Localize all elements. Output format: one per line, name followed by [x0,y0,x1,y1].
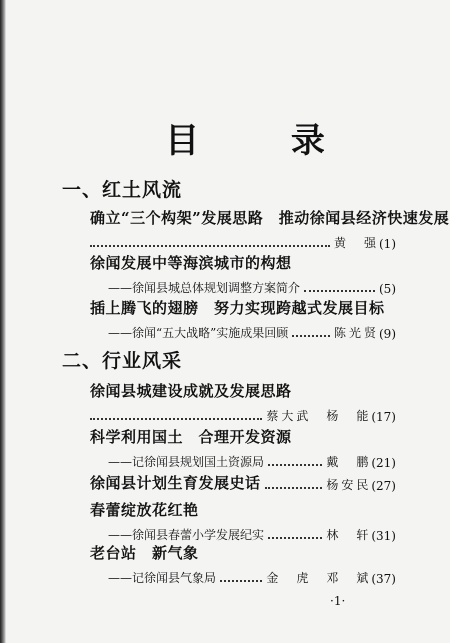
leader-dots [220,580,262,582]
toc-entry [90,426,396,470]
page-edge-shadow [0,0,6,643]
entry-title: 春蕾绽放花红艳 [90,501,199,519]
entry-title: 徐闻县城建设成就及发展思路 [90,382,292,400]
entry-line [90,453,396,470]
toc-entry [90,542,396,586]
leader-dots [268,537,322,539]
entry-line [90,234,396,251]
entry-page: (31) [371,529,396,543]
entry-author: 蔡大武 杨 能 [266,409,372,423]
entry-title: 插上腾飞的翅膀 努力实现跨越式发展目标 [90,299,385,317]
entry-author: 戴 鹏 [326,455,372,469]
entry-page: (5) [379,282,396,296]
toc-entry [90,499,396,543]
section-heading-1: 一、红土风流 [62,179,183,201]
entry-line [90,526,396,543]
leader-dots [292,335,330,337]
leader-dots [268,464,322,466]
entry-author: 金 虎 邓 斌 [266,571,372,585]
entry-page: (9) [379,327,396,341]
entry-line [90,569,396,586]
toc-entry [90,207,450,251]
toc-entry [90,297,396,341]
entry-line [90,279,396,296]
entry-page: (1) [379,237,396,251]
section-heading-2: 二、行业风采 [62,350,183,372]
entry-line [90,472,396,493]
toc-entry [90,252,396,296]
entry-author: 林 轩 [326,528,372,542]
entry-title: 徐闻发展中等海滨城市的构想 [90,254,292,272]
toc-entry [90,472,396,493]
page-title: 目 录 [165,121,365,161]
entry-subtitle: ——徐闻县城总体规划调整方案简介 [108,281,301,295]
entry-page: (27) [371,479,396,493]
entry-subtitle: ——徐闻“五大战略”实施成果回顾 [108,326,289,340]
entry-title: 老台站 新气象 [90,544,199,562]
page-number: ·1· [330,594,346,608]
entry-title: 确立“三个构架”发展思路 推动徐闻县经济快速发展 [90,209,450,227]
entry-line [90,407,396,424]
entry-author: 陈光贤 [333,326,379,340]
entry-title: 科学利用国土 合理开发资源 [90,428,292,446]
entry-author: 杨安民 [326,478,372,492]
entry-title: 徐闻县计划生育发展史话 [90,474,261,492]
entry-subtitle: ——记徐闻县规划国土资源局 [108,455,265,469]
entry-subtitle: ——徐闻县春蕾小学发展纪实 [108,528,265,542]
entry-page: (37) [371,572,396,586]
leader-dots [265,487,323,489]
leader-dots [90,418,262,420]
entry-author: 黄 强 [333,236,379,250]
entry-line [90,324,396,341]
leader-dots [304,290,375,292]
entry-page: (17) [371,410,396,424]
toc-entry [90,380,396,424]
leader-dots [90,245,330,247]
entry-page: (21) [371,456,396,470]
entry-subtitle: ——记徐闻县气象局 [108,571,217,585]
